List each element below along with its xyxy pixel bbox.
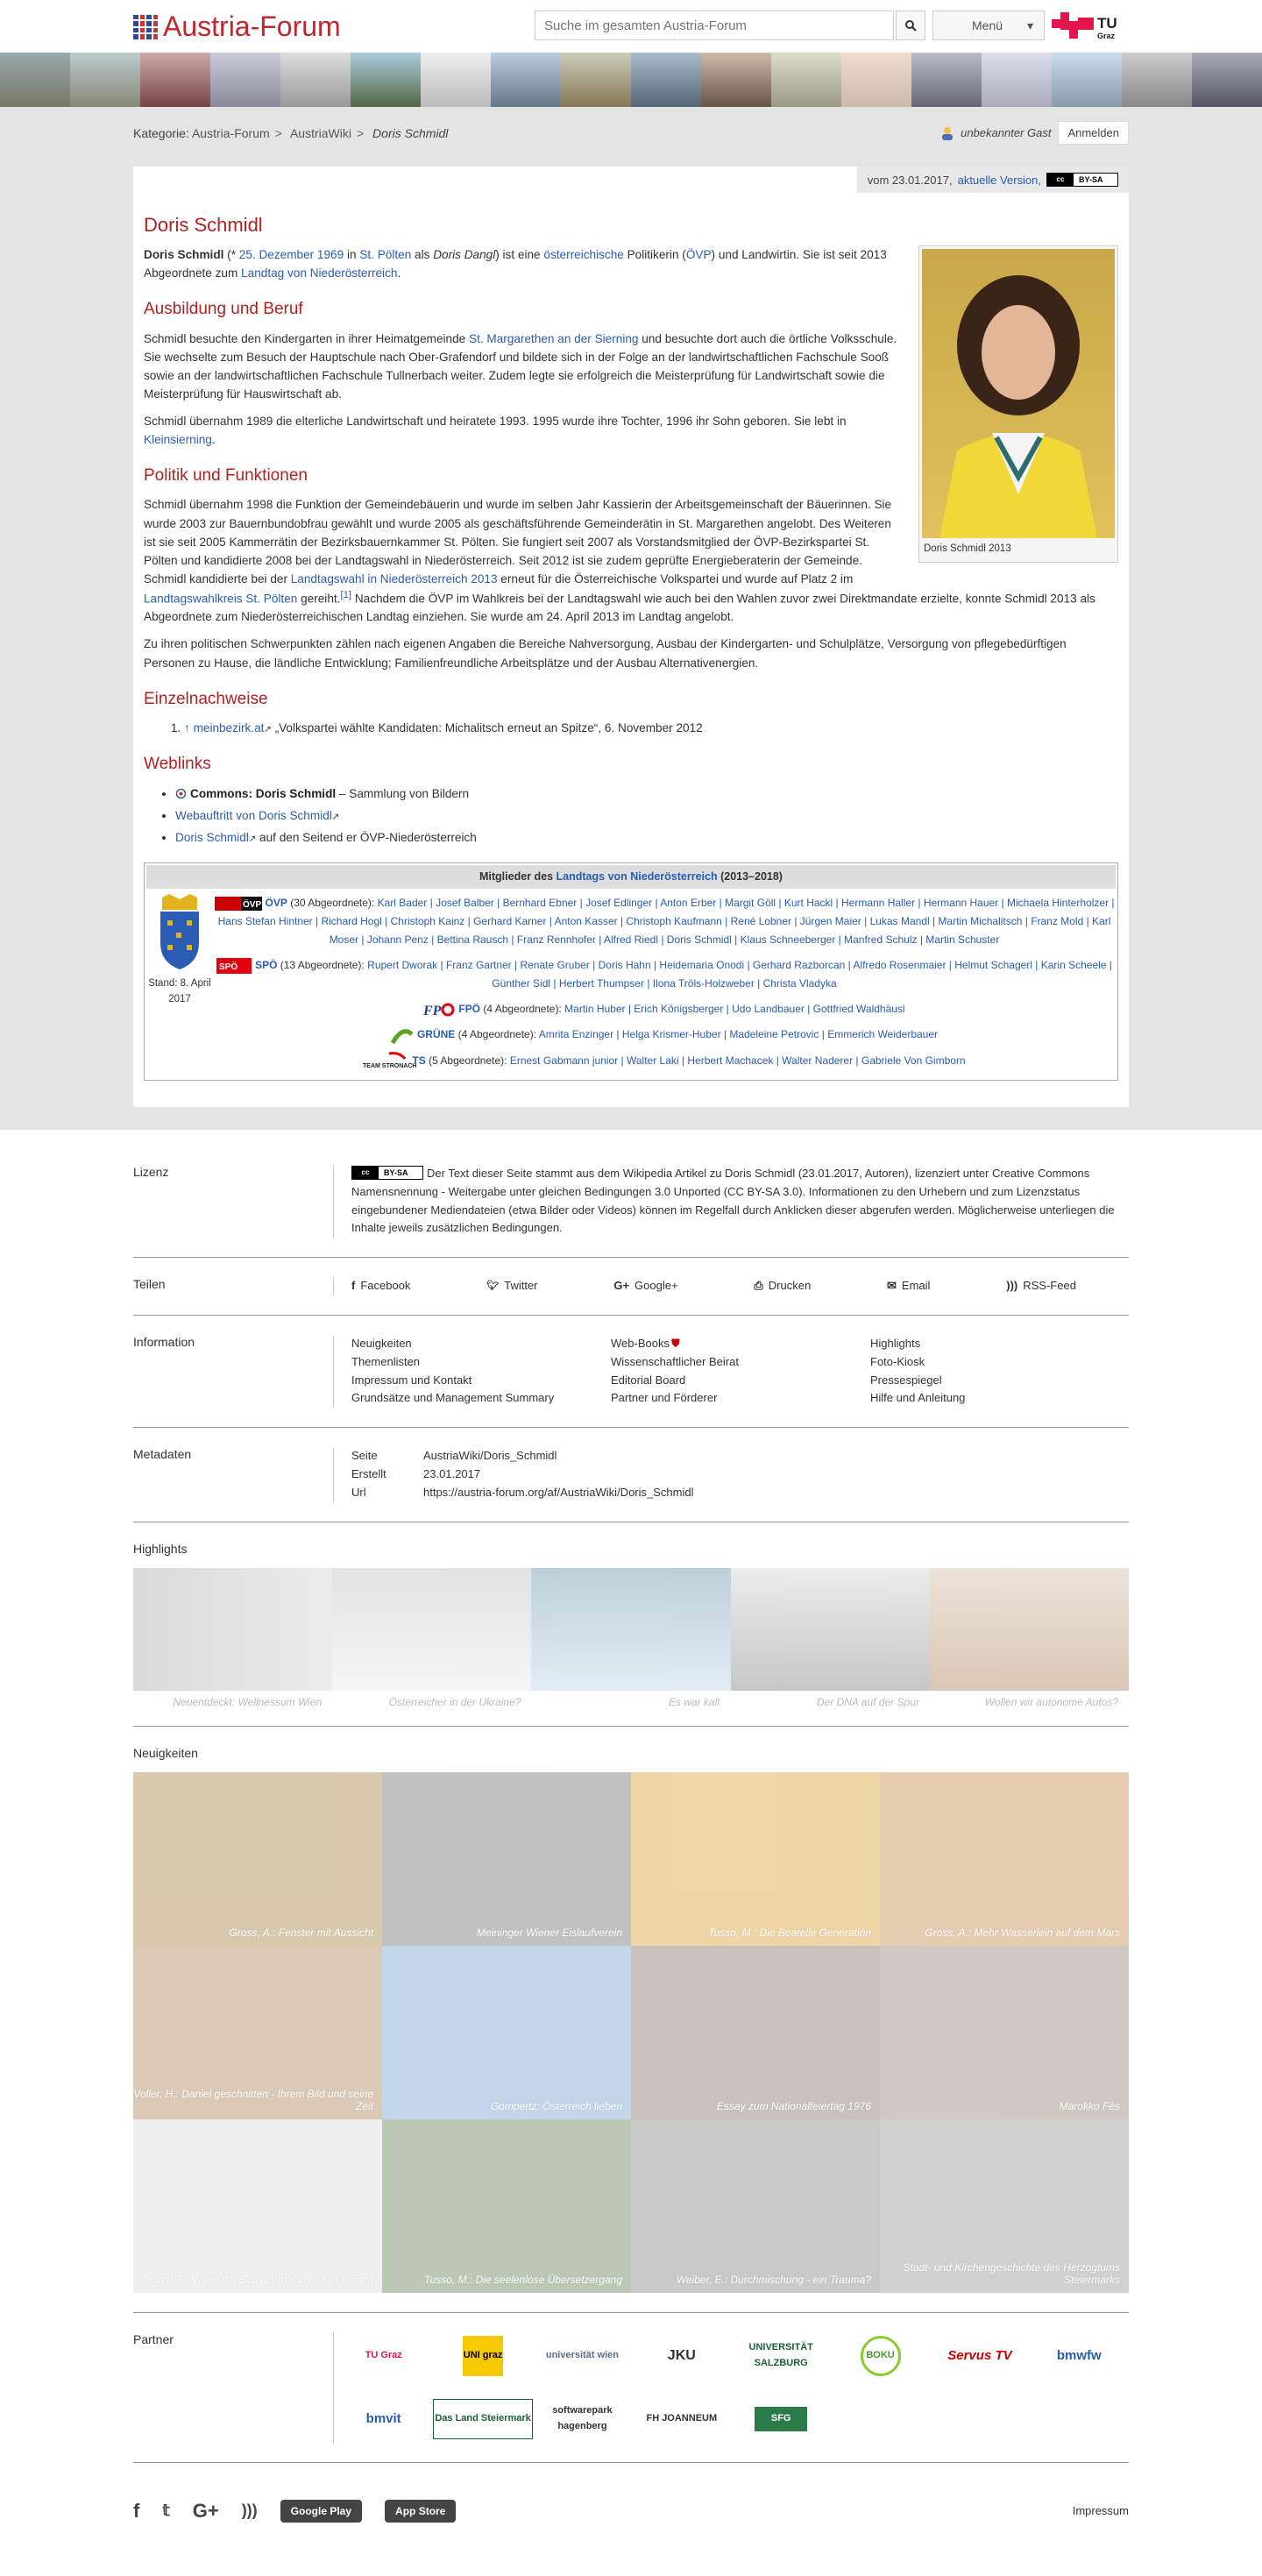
partner-logo-land-steiermark[interactable]: Das Land Steiermark <box>433 2399 532 2439</box>
logo-grid-icon <box>133 15 158 39</box>
link-oevp-profile[interactable]: Doris Schmidl <box>175 830 249 844</box>
highlights-carousel[interactable] <box>133 1568 1129 1691</box>
breadcrumb-item-current: Doris Schmidl <box>372 126 449 140</box>
current-version-link[interactable]: aktuelle Version, <box>957 173 1041 187</box>
info-link-grundsaetze[interactable]: Grundsätze und Management Summary <box>351 1391 555 1405</box>
members-ts[interactable]: Ernest Gabmann junior | Walter Laki | Herbert Machacek | Walter Naderer | Gabriele Von Gimborn <box>509 1054 966 1068</box>
partner-logo-servus-tv[interactable]: Servus TV <box>947 2347 1012 2363</box>
external-link-icon: ↗ <box>331 812 340 822</box>
section-heading-education: Ausbildung und Beruf <box>144 300 303 319</box>
bottom-bar <box>133 2482 1129 2558</box>
news-tile[interactable]: Essay zum Nationalfeiertag 1976 <box>631 1946 880 2119</box>
footer-license: Lizenz cc BY-SA Der Text dieser Seite stammt aus dem Wikipedia Artikel zu Doris Schmidl (23.01.2017, Autoren), lizenziert unter Creative Commons Namensnennung - Weitergabe unter gleichen Bedingungen 3.0 Unported (CC BY-SA 3.0). Informationen zu den Urhebern und zum Lizenzstatus eingebundener Mediendateien (etwa Bilder oder Videos) können im Regelfall durch Anklicken dieser abgerufen werden. Möglicherweise unterliegen die Inhalte jeweils zusätzlichen Bedingungen. <box>133 1165 1129 1258</box>
link-wahlkreis[interactable]: Landtagswahlkreis St. Pölten <box>144 592 298 606</box>
news-tile[interactable]: Gompertz: Österreich lieben <box>382 1946 631 2119</box>
google-play-badge[interactable]: Google Play <box>280 2500 362 2523</box>
menu-dropdown[interactable] <box>932 11 1045 40</box>
guest-label: unbekannter Gast <box>961 126 1052 139</box>
footer-information: Information Neuigkeiten Web-Books ⛊ Highlights Themenlisten Wissenschaftlicher Beirat Foto-Kiosk Impressum und Kontakt Editorial Board Pressespiegel Grundsätze und Management Summary Partner und Förderer Hilfe und Anleitung <box>133 1335 1129 1428</box>
meta-key: Seite <box>351 1449 378 1463</box>
news-tile[interactable]: Voller, H.: Daniel geschnitten - Ihrem Bild und seine Zeit <box>133 1946 382 2119</box>
link-party[interactable]: ÖVP <box>685 248 712 262</box>
version-info <box>857 167 1129 193</box>
user-box <box>941 121 1129 145</box>
tu-graz-logo[interactable] <box>1052 9 1129 42</box>
news-tile[interactable]: Tusso, M.: Die seelenlose Übersetzergang <box>382 2119 631 2293</box>
intro-paragraph: Doris Schmidl (* 25. Dezember 1969 in St. Pölten als Doris Dangl) ist eine österreichische Politikerin (ÖVP) und Landwirtin. Sie ist seit 2013 Abgeordnete zum Landtag von Niederösterreich. <box>144 248 887 280</box>
news-tile[interactable]: Greif, F.: Wenn der Schlachthof zum Tier kommt <box>133 2119 382 2293</box>
menu-label: Menü <box>972 18 1003 32</box>
party-list <box>213 894 1116 1078</box>
cc-license-badge[interactable]: cc BY-SA <box>1046 173 1118 187</box>
partner-logo-tu-graz[interactable]: TU Graz <box>365 2349 402 2360</box>
page-title: Doris Schmidl <box>144 214 263 236</box>
members-gruene[interactable]: Amrita Enzinger | Helga Krismer-Huber | Madeleine Petrovic | Emmerich Weiderbauer <box>538 1028 939 1041</box>
image-caption: Doris Schmidl 2013 <box>924 543 1011 555</box>
weblink-item: • Commons: Doris Schmidl – Sammlung von Bildern <box>175 784 1118 803</box>
spoe-logo-icon <box>216 958 252 974</box>
link-birth-date[interactable]: 25. Dezember 1969 <box>238 248 344 262</box>
party-name-fpoe[interactable]: FPÖ <box>458 1003 481 1016</box>
info-link-hilfe[interactable]: Hilfe und Anleitung <box>870 1391 966 1405</box>
news-tile[interactable]: Gross, A.: Mehr Wasserlein auf dem Mars <box>880 1772 1129 1946</box>
link-landtag[interactable]: Landtags von Niederösterreich <box>556 869 718 883</box>
news-grid <box>133 1772 1129 2293</box>
info-link-editorial-board[interactable]: Editorial Board <box>611 1373 686 1387</box>
politics-paragraph-2: Zu ihren politischen Schwerpunkten zählen nach eigenen Angaben die Bereiche Nahversorgung, Ausbau der Kindergarten- und Schulplätze, Versorgung von pflegebedürftigen Personen zu Hause, die ländliche Entwicklung; Familienfreundliche Arbeitsplätze und der Ausbau Alternativenergien. <box>144 637 1067 670</box>
google-plus-icon: G+ <box>613 1279 630 1293</box>
partner-logo-jku[interactable]: JKU <box>667 2347 696 2363</box>
svg-text:ÖVP: ÖVP <box>242 899 261 910</box>
partner-logo-uni-salzburg[interactable]: UNIVERSITÄT SALZBURG <box>748 2342 813 2368</box>
partner-logo-uni-wien[interactable]: universität wien <box>545 2349 619 2360</box>
members-spoe[interactable]: Rupert Dworak | Franz Gartner | Renate Gruber | Doris Hahn | Heidemaria Onodi | Gerhard Razborcan | Alfredo Rosenmaier | Helmut Schagerl | Karin Scheele | Günther Sidl | Herbert Thumpser | Ilona Tröls-Holzweber | Christa Vladyka <box>367 959 1112 990</box>
info-link-neuigkeiten[interactable]: Neuigkeiten <box>351 1337 412 1351</box>
info-link-partner[interactable]: Partner und Förderer <box>611 1391 718 1405</box>
link-birth-place[interactable]: St. Pölten <box>359 248 412 262</box>
app-store-badge[interactable]: App Store <box>385 2500 456 2523</box>
info-link-highlights[interactable]: Highlights <box>870 1337 921 1351</box>
social-links <box>133 2500 456 2523</box>
info-link-impressum[interactable]: Impressum und Kontakt <box>351 1373 472 1387</box>
education-paragraph-1: Schmidl besuchte den Kindergarten in ihrer Heimatgemeinde St. Margarethen an der Sierning und besuchte dort auch die örtliche Volksschule. Sie wechselte zum Besuch der Hauptschule nach Ober-Grafendorf und bildete sich in der Folge an der landwirtschaftlichen Fachschule Sooß sowie an der landwirtschaftlichen Fachschule Tullnerbach weiter. Zudem legte sie erfolgreich die Meisterprüfung für Landwirtschaft sowie die Meisterprüfung für Hauswirtschaft ab. <box>144 331 897 401</box>
rss-icon[interactable]: ))) <box>241 2501 258 2520</box>
info-link-pressespiegel[interactable]: Pressespiegel <box>870 1373 942 1387</box>
svg-text:Graz: Graz <box>1097 32 1116 40</box>
partner-logo-fh-joanneum[interactable]: FH JOANNEUM <box>646 2412 718 2423</box>
party-name-oevp[interactable]: ÖVP <box>265 897 287 910</box>
section-heading-weblinks: Weblinks <box>144 755 211 774</box>
party-row-oevp: ÖVP ÖVP (30 Abgeordnete): Karl Bader | Josef Balber | Bernhard Ebner | Josef Edlinger | Anton Erber | Margit Göll | Kurt Hackl | Hermann Haller | Hermann Hauer | Michaela Hinterholzer | Hans Stefan Hintner | Richard Hogl | Christoph Kainz | Gerhard Karner | Anton Kasser | Christoph Kaufmann | René Lobner | Jürgen Maier | Lukas Mandl | Martin Michalitsch | Franz Mold | Karl Moser | Johann Penz | Bettina Rausch | Franz Rennhofer | Alfred Riedl | Doris Schmidl | Klaus Schneeberger | Manfred Schulz | Martin Schuster <box>213 894 1116 949</box>
highlight-caption[interactable]: Neuentdeckt: Wellnessum Wien <box>173 1695 323 1708</box>
team-stronach-logo-icon <box>363 1052 417 1071</box>
partner-logo-sfg[interactable]: SFG <box>755 2407 807 2431</box>
coat-of-arms-icon <box>155 894 204 971</box>
highlight-caption[interactable]: Der DNA auf der Spur <box>816 1695 919 1708</box>
politics-paragraph-1: Schmidl übernahm 1998 die Funktion der Gemeindebäuerin und wurde im selben Jahr Kassierin der Arbeitsgemeinschaft der Bäuerinnen. Sie wurde 2003 zur Bauernbundobfrau gewählt und wurde 2005 als geschäftsführende Gemeinderätin in St. Margarethen angelobt. Des Weiteren ist sie seit 2005 Kammerrätin der Bezirksbauernkammer St. Pölten. Sie fungiert seit 2007 als Vorstandsmitglied der ÖVP-Bezirkspartei St. Pölten und kandidierte 2008 bei der Landtagswahl in Niederösterreich. Seit 2012 ist sie zudem geprüfte Energieberaterin der Gemeinde. Schmidl kandidierte bei der Landtagswahl in Niederösterreich 2013 erneut für die Österreichische Volkspartei und wurde auf Platz 2 im Landtagswahlkreis St. Pölten gereiht.[1] Nachdem die ÖVP im Wahlkreis bei der Landtagswahl wie auch bei den Wahlen zuvor zwei Direktmandate erzielte, konnte Schmidl 2013 als Abgeordnete zum Niederösterreichischen Landtag einziehen. Sie wurde am 24. April 2013 im Landtag angelobt. <box>144 498 1095 624</box>
navbox-landtag <box>144 862 1118 1081</box>
fpoe-logo-icon <box>423 1002 455 1018</box>
section-heading-references: Einzelnachweise <box>144 689 268 708</box>
weblink-item <box>175 806 1118 825</box>
meta-key: Url <box>351 1485 366 1499</box>
share-email[interactable]: ✉ Email <box>887 1277 930 1295</box>
info-link-foto-kiosk[interactable]: Foto-Kiosk <box>870 1354 925 1368</box>
share-rss[interactable]: ))) RSS-Feed <box>1006 1277 1076 1295</box>
news-heading: Neuigkeiten <box>133 1745 198 1760</box>
article-container <box>133 167 1129 1107</box>
portrait-figure <box>918 245 1118 563</box>
cc-license-badge[interactable]: cc BY-SA <box>351 1166 423 1180</box>
twitter-icon[interactable]: 𝕥 <box>162 2501 170 2520</box>
news-tile[interactable]: Stadt- und Kirchengeschichte des Herzogtums Steiermarks <box>880 2119 1129 2293</box>
search-icon <box>905 20 917 32</box>
footer-partners: Partner TU Graz UNI graz universität wien JKU UNIVERSITÄT SALZBURG BOKU Servus TV bmwfw bmvit Das Land Steiermark softwarepark hagenberg FH JOANNEUM SFG <box>133 2332 1129 2463</box>
meta-key: Erstellt <box>351 1467 386 1481</box>
link-nationality[interactable]: österreichische <box>543 248 624 262</box>
news-section <box>133 1746 1129 2313</box>
external-link-icon: ↗ <box>264 725 272 734</box>
partner-logo-bmwfw[interactable]: bmwfw <box>1056 2347 1102 2363</box>
partner-logo-bmvit[interactable]: bmvit <box>365 2410 401 2426</box>
news-tile[interactable]: Weiber, E.: Durchmischung - ein Trauma? <box>631 2119 880 2293</box>
info-link-themenlisten[interactable]: Themenlisten <box>351 1354 421 1368</box>
user-icon <box>941 126 954 140</box>
party-row-fpoe: FP FPÖ (4 Abgeordnete): Martin Huber | Erich Königsberger | Udo Landbauer | Gottfried Waldhäusl <box>423 1003 905 1018</box>
partner-logo-softwarepark[interactable]: softwarepark hagenberg <box>552 2405 613 2431</box>
lower-austria-crest <box>146 894 213 1078</box>
meta-value-url: https://austria-forum.org/af/AustriaWiki/Doris_Schmidl <box>423 1485 694 1499</box>
footer-metadata: Metadaten Seite AustriaWiki/Doris_Schmidl Erstellt 23.01.2017 Url https://austria-forum.org/af/AustriaWiki/Doris_Schmidl <box>133 1447 1129 1522</box>
section-heading-politics: Politik und Funktionen <box>144 466 308 486</box>
highlights-heading: Highlights <box>133 1541 188 1556</box>
caret-down-icon: ▾ <box>1026 18 1033 32</box>
meta-value-created: 23.01.2017 <box>423 1467 481 1481</box>
party-row-spoe: SPÖ SPÖ (13 Abgeordnete): Rupert Dworak | Franz Gartner | Renate Gruber | Doris Hahn | Heidemaria Onodi | Gerhard Razborcan | Alfredo Rosenmaier | Helmut Schagerl | Karin Scheele | Günther Sidl | Herbert Thumpser | Ilona Tröls-Holzweber | Christa Vladyka <box>213 956 1116 993</box>
partner-logo-uni-graz[interactable]: UNI graz <box>463 2336 503 2376</box>
search-input[interactable] <box>535 11 894 40</box>
breadcrumb: Kategorie: Austria-Forum > AustriaWiki > Doris Schmidl <box>133 126 449 140</box>
breadcrumb-item-austriawiki[interactable]: AustriaWiki <box>289 126 351 140</box>
external-link-icon: ↗ <box>248 834 257 844</box>
education-paragraph-2: Schmidl übernahm 1989 die elterliche Landwirtschaft und heiratete 1993. 1995 wurde ihre Tochter, 1996 ihr Sohn geboren. Sie lebt in Kleinsierning. <box>144 414 847 446</box>
gruene-logo-icon <box>391 1025 414 1045</box>
link-parliament[interactable]: Landtag von Niederösterreich <box>241 266 398 280</box>
site-title: Austria-Forum <box>163 11 341 42</box>
weblink-item: • Doris Schmidl↗ auf den Seitend er ÖVP-Niederösterreich <box>175 828 1118 847</box>
party-name-gruene[interactable]: GRÜNE <box>416 1028 456 1041</box>
link-kleinsierning[interactable]: Kleinsierning <box>144 432 212 446</box>
highlights-section <box>133 1542 1129 1727</box>
footer-share: Teilen f Facebook 🐦︎ Twitter G+ Google+ ⎙ Drucken ✉ Email ))) RSS-Feed <box>133 1277 1129 1316</box>
link-st-margarethen[interactable]: St. Margarethen an der Sierning <box>469 331 639 345</box>
search-button[interactable] <box>896 11 925 40</box>
link-webauftritt[interactable]: Webauftritt von Doris Schmidl <box>175 808 332 822</box>
navbox-stand: Stand: 8. April 2017 <box>148 978 211 1004</box>
email-icon: ✉ <box>887 1279 897 1293</box>
members-fpoe[interactable]: Martin Huber | Erich Königsberger | Udo Landbauer | Gottfried Waldhäusl <box>564 1003 905 1016</box>
share-googleplus[interactable]: G+ Google+ <box>613 1277 677 1295</box>
rss-icon: ))) <box>1006 1279 1018 1293</box>
news-tile[interactable]: Meininger Wiener Eislaufverein <box>382 1772 631 1946</box>
ref-link-meinbezirk[interactable]: meinbezirk.at <box>193 721 265 734</box>
info-link-beirat[interactable]: Wissenschaftlicher Beirat <box>611 1354 739 1368</box>
shield-icon: ⛊ <box>670 1337 680 1351</box>
news-tile[interactable]: Marokko Fès <box>880 1946 1129 2119</box>
weblinks-list <box>175 784 1118 847</box>
print-icon: ⎙ <box>754 1279 763 1293</box>
reference-item: 1. ↑ meinbezirk.at↗ „Volkspartei wählte Kandidaten: Michalitsch erneut an Spitze“, 6. November 2012 <box>184 719 1118 737</box>
partner-logo-boku[interactable]: BOKU <box>861 2336 901 2376</box>
commons-icon <box>175 788 187 799</box>
article-content <box>133 193 1129 1081</box>
highlight-caption[interactable]: Es war kalt <box>668 1695 720 1708</box>
site-footer <box>133 1130 1129 2558</box>
party-name-ts[interactable]: TS <box>412 1054 426 1068</box>
references-list <box>184 719 1118 737</box>
highlight-caption[interactable]: Wollen wir autonome Autos? <box>984 1695 1119 1708</box>
google-plus-icon[interactable]: G+ <box>192 2499 219 2522</box>
news-tile[interactable]: Tusso, M.: Die Beatelle Generation <box>631 1772 880 1946</box>
info-link-web-books[interactable]: Web-Books <box>611 1337 670 1351</box>
breadcrumb-item-austria-forum[interactable]: Austria-Forum <box>191 126 270 140</box>
svg-text:TU: TU <box>1097 15 1117 32</box>
version-date: vom 23.01.2017, <box>867 173 953 187</box>
site-logo[interactable] <box>133 11 341 43</box>
members-oevp[interactable]: Karl Bader | Josef Balber | Bernhard Ebner | Josef Edlinger | Anton Erber | Margit Göll | Kurt Hackl | Hermann Haller | Hermann Hauer | Michaela Hinterholzer | Hans Stefan Hintner | Richard Hogl | Christoph Kainz | Gerhard Karner | Anton Kasser | Christoph Kaufmann | René Lobner | Jürgen Maier | Lukas Mandl | Martin Michalitsch | Franz Mold | Karl Moser | Johann Penz | Bettina Rausch | Franz Rennhofer | Alfred Riedl | Doris Schmidl | Klaus Schneeberger | Manfred Schulz | Martin Schuster <box>217 897 1115 947</box>
license-text: Der Text dieser Seite stammt aus dem Wikipedia Artikel zu Doris Schmidl (23.01.2017, Autoren), lizenziert unter Creative Commons Namensnennung - Weitergabe unter gleichen Bedingungen 3.0 Unported (CC BY-SA 3.0). Informationen zu den Urhebern und zum Lizenzstatus eingebundener Mediendateien (etwa Bilder oder Videos) können im Regelfall durch Anklicken dieser abgerufen werden. Möglicherweise unterliegen die Inhalte jeweils zusätzlichen Bedingungen. <box>351 1167 1115 1235</box>
share-twitter[interactable]: 🐦︎ Twitter <box>486 1277 537 1295</box>
breadcrumb-label: Kategorie: <box>133 126 189 140</box>
party-name-spoe[interactable]: SPÖ <box>255 959 278 972</box>
highlight-caption[interactable]: Österreicher in der Ukraine? <box>388 1695 521 1708</box>
svg-text:SPÖ: SPÖ <box>219 962 238 972</box>
login-button[interactable]: Anmelden <box>1058 121 1129 145</box>
party-row-ts: TEAM STRONACH TS (5 Abgeordnete): Ernest Gabmann junior | Walter Laki | Herbert Machacek | Walter Naderer | Gabriele Von Gimborn <box>213 1052 1116 1071</box>
share-facebook[interactable]: f Facebook <box>351 1277 410 1295</box>
image-banner <box>0 53 1262 107</box>
svg-text:TEAM STRONACH: TEAM STRONACH <box>363 1063 417 1070</box>
news-tile[interactable]: Gross, A.: Fenster mit Aussicht <box>133 1772 382 1946</box>
meta-value-page: AustriaWiki/Doris_Schmidl <box>423 1449 557 1463</box>
facebook-icon[interactable]: f <box>133 2499 140 2522</box>
facebook-icon: f <box>351 1279 356 1293</box>
portrait-image[interactable] <box>922 249 1115 538</box>
link-landtagswahl-2013[interactable]: Landtagswahl in Niederösterreich 2013 <box>290 571 498 585</box>
footnote-ref-1[interactable]: [1] <box>340 589 352 600</box>
twitter-icon: 🐦︎ <box>486 1280 500 1291</box>
link-commons[interactable]: Commons: Doris Schmidl <box>190 786 337 800</box>
share-print[interactable]: ⎙ Drucken <box>754 1277 811 1295</box>
impressum-link[interactable]: Impressum <box>1072 2504 1129 2518</box>
oevp-logo-icon <box>215 897 262 911</box>
svg-text:FP: FP <box>423 1003 442 1018</box>
party-row-gruene: GRÜNE (4 Abgeordnete): Amrita Enzinger | Helga Krismer-Huber | Madeleine Petrovic | Emmerich Weiderbauer <box>213 1025 1116 1045</box>
site-header <box>0 0 1262 53</box>
navbox-title: Mitglieder des Landtags von Niederösterreich (2013–2018) <box>146 865 1116 889</box>
ref-backlink[interactable]: ↑ <box>184 721 190 734</box>
